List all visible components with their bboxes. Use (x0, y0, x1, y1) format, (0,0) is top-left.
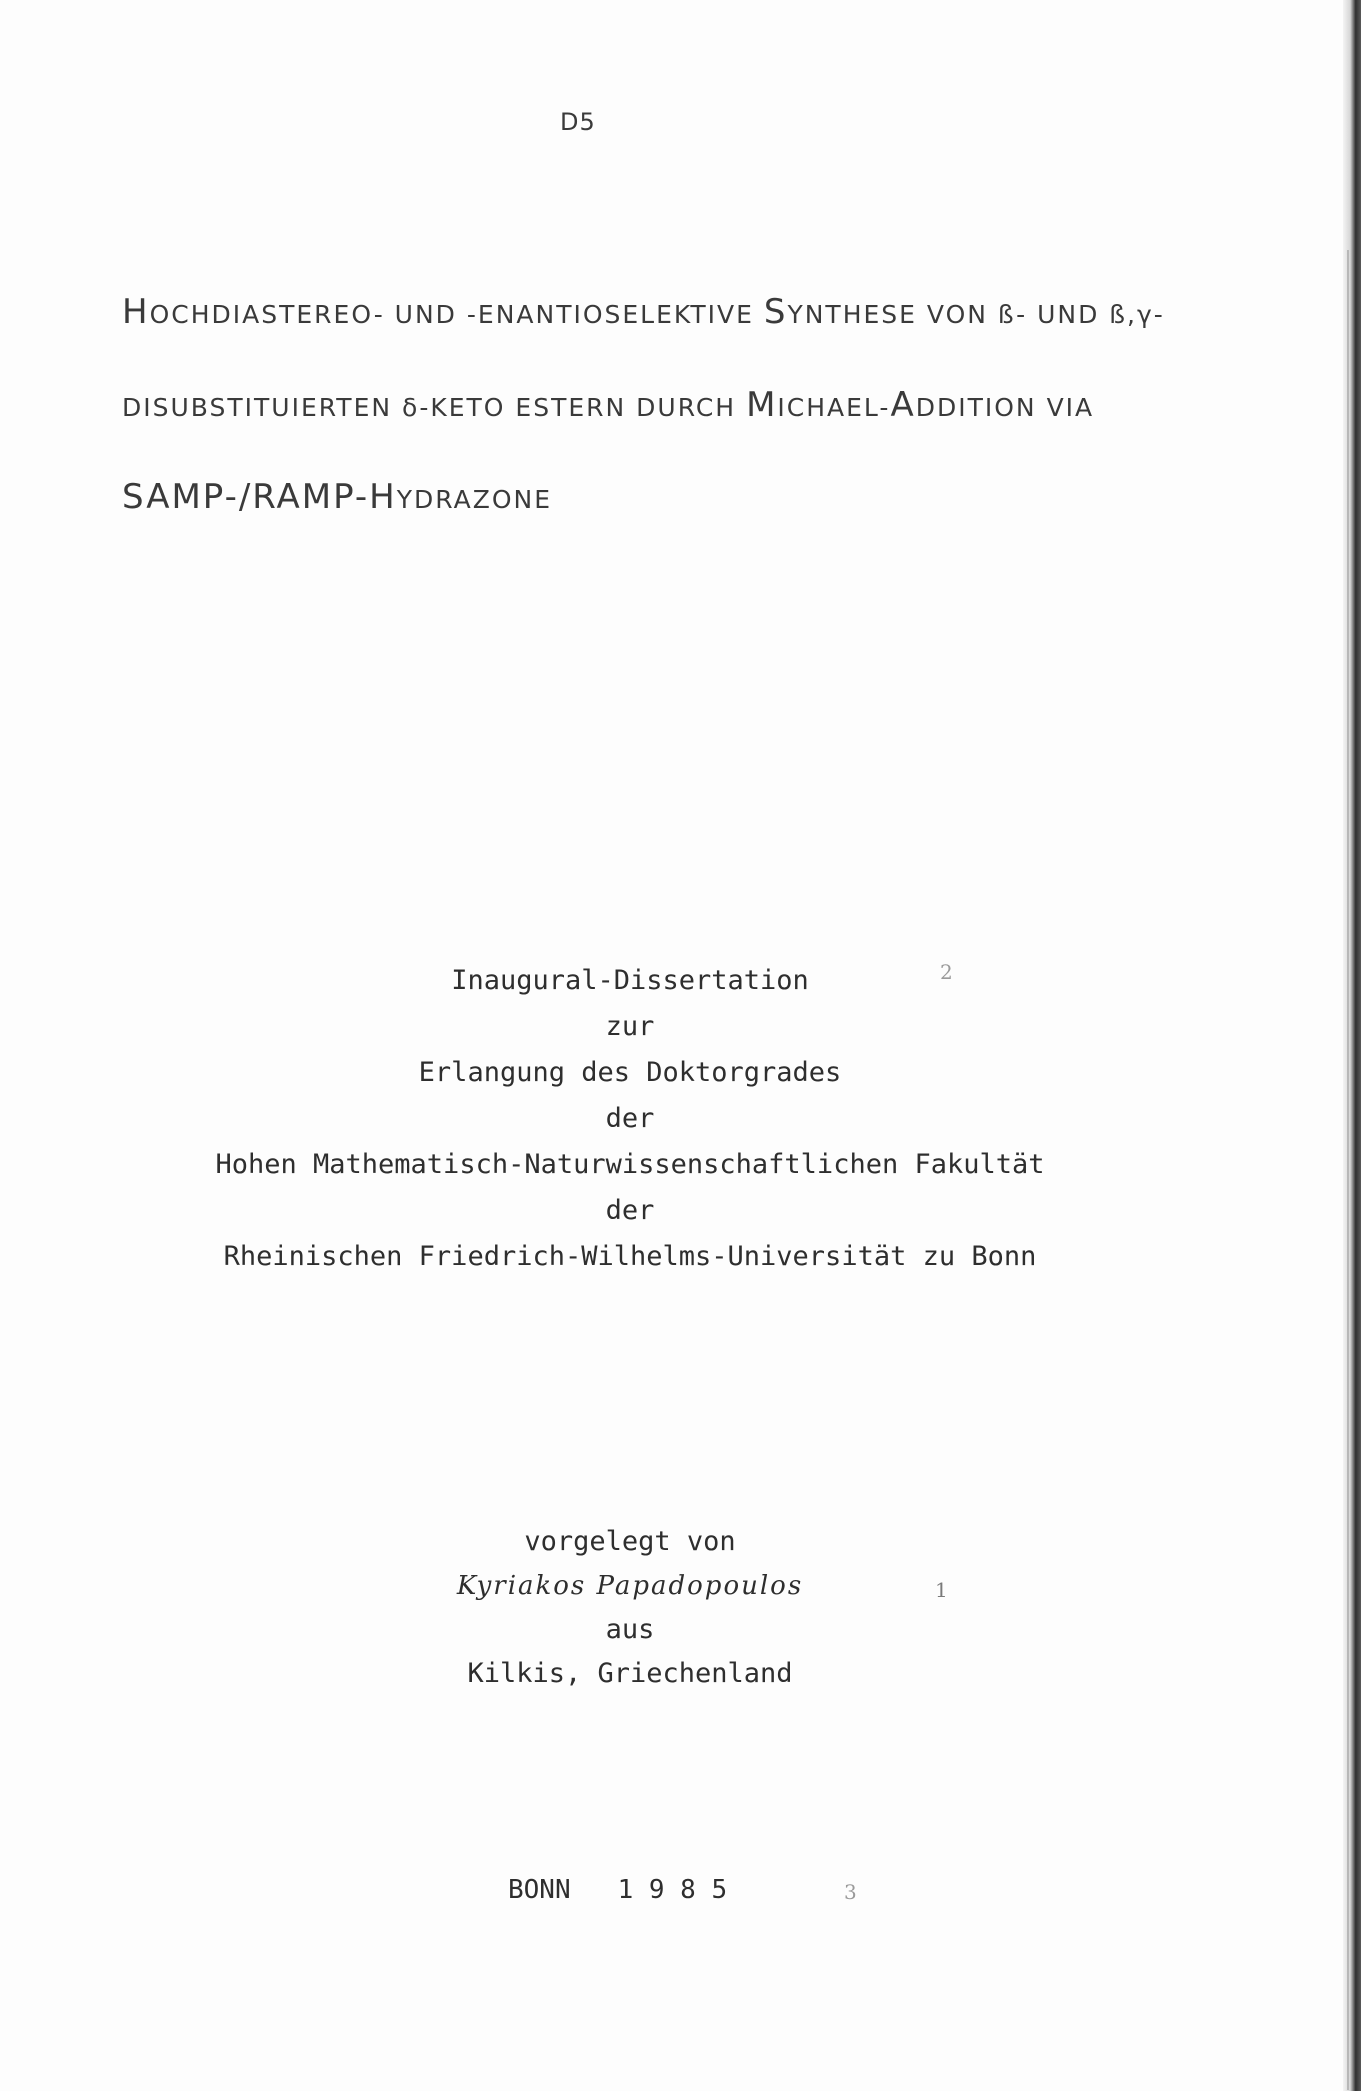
margin-mark: 3 (844, 1880, 857, 1904)
title-initial: M (746, 385, 778, 425)
title-initial: SAMP-/RAMP-H (122, 477, 397, 517)
document-code: D5 (560, 108, 596, 136)
dissertation-line: Erlangung des Doktorgrades (418, 1057, 842, 1088)
dissertation-line: Hohen Mathematisch-Naturwissenschaftlichen Fakultät (215, 1149, 1045, 1180)
page-edge-line (1347, 250, 1349, 2090)
title-initial: A (890, 385, 916, 425)
title-text: DISUBSTITUIERTEN δ-KETO ESTERN DURCH (122, 393, 747, 422)
author-name: Kyriakos Papadopoulos (456, 1571, 804, 1601)
margin-mark: 1 (935, 1578, 948, 1602)
title-text: ICHAEL- (777, 393, 891, 422)
title-line-2 (122, 385, 1094, 425)
title-line-3 (122, 477, 552, 517)
dissertation-line: der (605, 1195, 655, 1226)
dissertation-line: Inaugural-Dissertation (451, 965, 809, 996)
title-text: OCHDIASTEREO- UND -ENANTIOSELEKTIVE (149, 300, 764, 329)
page-edge-shadow (1343, 0, 1361, 2091)
author-block (0, 1520, 1260, 1696)
margin-mark: 2 (940, 960, 953, 984)
dissertation-statement (0, 958, 1260, 1280)
dissertation-line: Rheinischen Friedrich-Wilhelms-Universität zu Bonn (223, 1241, 1037, 1272)
title-line-1 (122, 292, 1165, 332)
title-text: YDRAZONE (396, 485, 553, 514)
title-initial: H (122, 292, 150, 332)
dissertation-line: der (605, 1103, 655, 1134)
dissertation-line: zur (605, 1011, 655, 1042)
place-year: BONN 1 9 8 5 (508, 1875, 728, 1905)
title-text: DDITION VIA (915, 393, 1095, 422)
title-text: YNTHESE VON ß- UND ß,γ- (787, 300, 1165, 329)
from-label: aus (605, 1614, 655, 1645)
title-initial: S (763, 292, 788, 332)
author-origin: Kilkis, Griechenland (467, 1658, 793, 1689)
presented-by-label: vorgelegt von (524, 1526, 736, 1557)
